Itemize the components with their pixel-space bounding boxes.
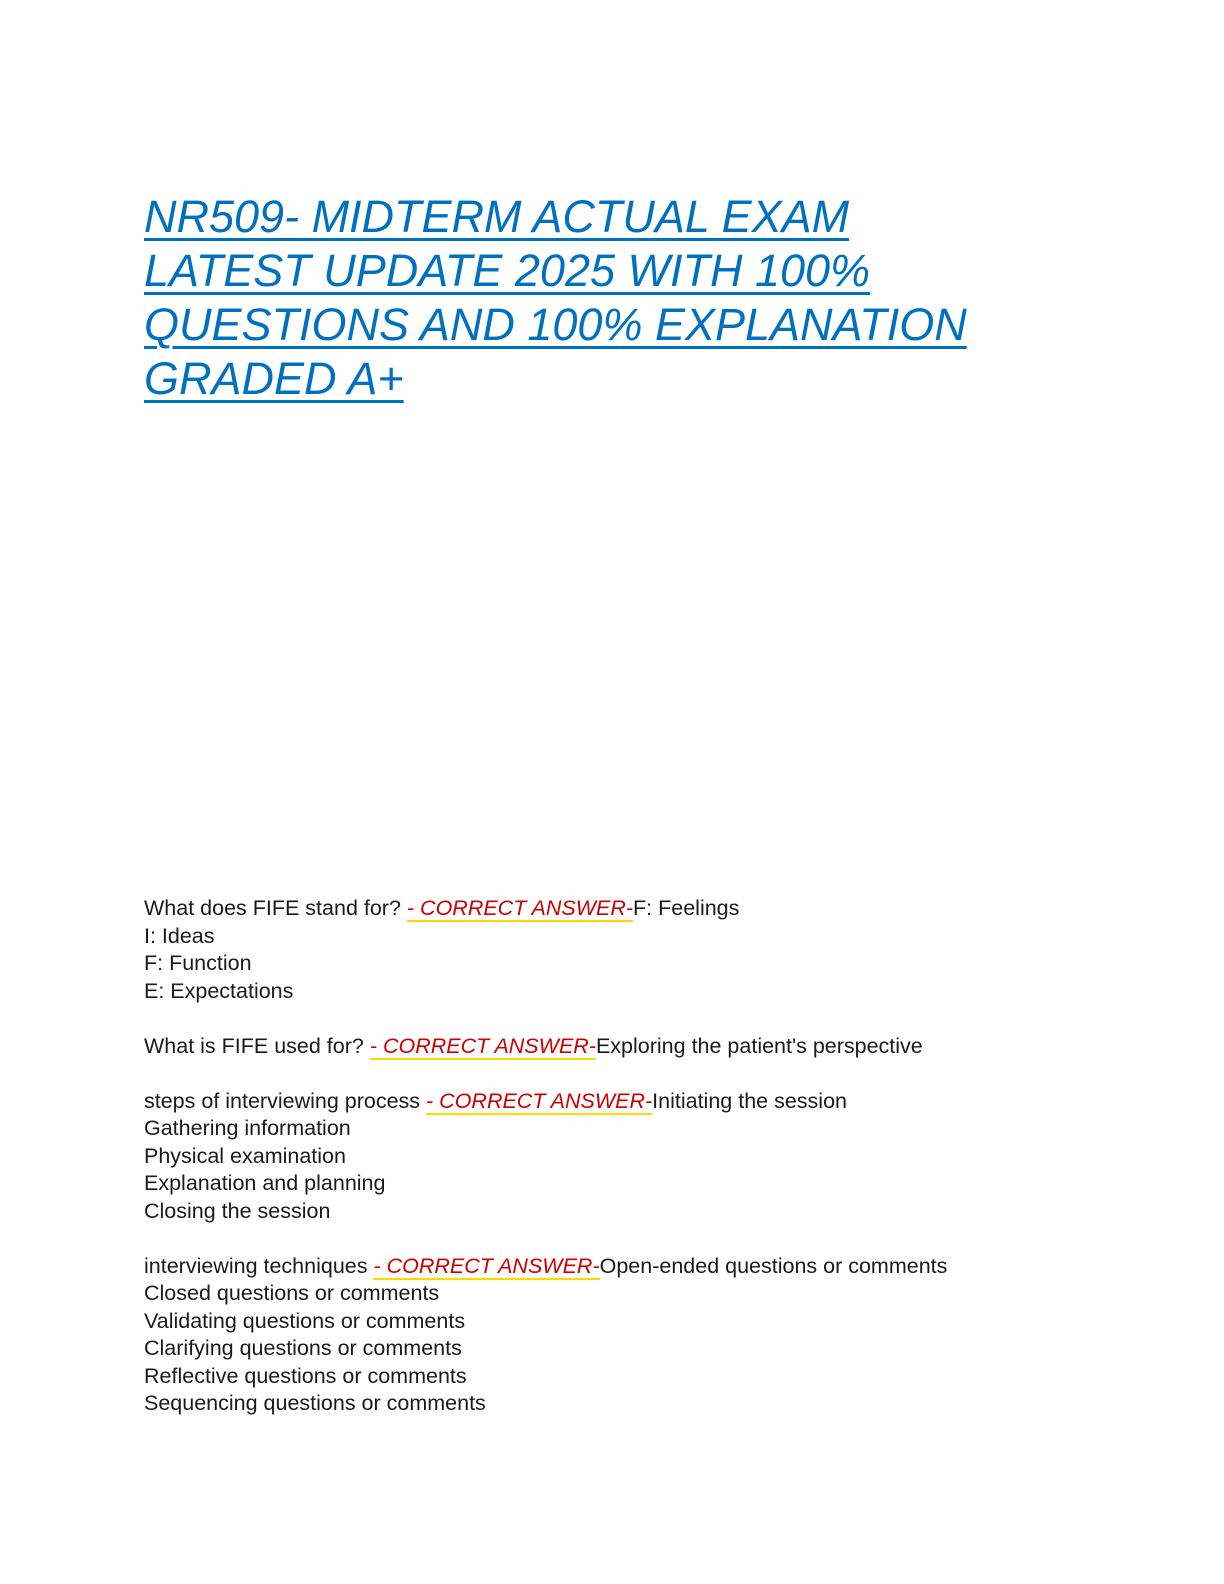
answer-line: F: Function [144,951,252,975]
question-line [144,895,1104,923]
answer-line: Clarifying questions or comments [144,1336,462,1360]
answer-text: Open-ended questions or comments [599,1253,948,1278]
correct-answer-marker: - CORRECT ANSWER- [373,1253,600,1278]
question-text: What does FIFE stand for? [144,896,407,920]
correct-answer-marker: - CORRECT ANSWER- [426,1088,653,1113]
question-text: interviewing techniques [144,1253,374,1278]
title-line: NR509- MIDTERM ACTUAL EXAM [144,191,850,242]
title-line: GRADED A+ [144,353,404,404]
question-text: steps of interviewing process [144,1088,427,1113]
qa-item [144,1033,1104,1061]
answer-line: Closing the session [144,1198,331,1223]
answer-line: Gathering information [144,1116,351,1140]
qa-item [144,1088,1104,1226]
answer-text: Exploring the patient's perspective [595,1033,923,1058]
correct-answer-marker: - CORRECT ANSWER- [406,896,634,920]
title-line: QUESTIONS AND 100% EXPLANATION [144,299,967,350]
answer-text: F: Feelings [633,896,740,920]
answer-line: Sequencing questions or comments [144,1391,486,1415]
question-line [144,1088,1104,1116]
correct-answer-marker: - CORRECT ANSWER- [369,1033,596,1058]
answer-line: Validating questions or comments [144,1308,466,1333]
question-line [144,1033,1104,1061]
answer-line: Physical examination [144,1143,346,1168]
answer-line: Reflective questions or comments [144,1363,467,1388]
qa-list [144,895,1104,1445]
answer-text: Initiating the session [652,1088,847,1113]
qa-item [144,895,1104,1005]
answer-line: E: Expectations [144,978,294,1003]
qa-item [144,1253,1104,1418]
document-title [144,190,1084,406]
title-line: LATEST UPDATE 2025 WITH 100% [144,245,871,296]
answer-line: I: Ideas [144,923,215,948]
answer-line: Explanation and planning [144,1171,386,1195]
answer-line: Closed questions or comments [144,1281,440,1305]
question-line [144,1253,1104,1281]
question-text: What is FIFE used for? [144,1033,370,1058]
